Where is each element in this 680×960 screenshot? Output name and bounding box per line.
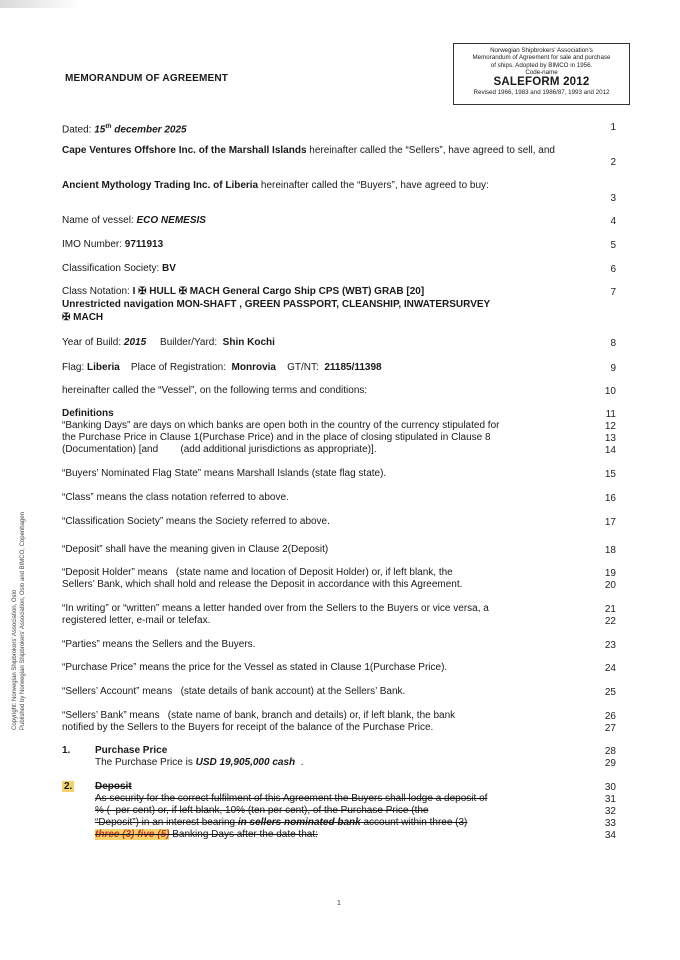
line-number: 1 <box>610 122 616 133</box>
definition-text: “Parties” means the Sellers and the Buyers. <box>62 639 256 650</box>
definition-text: “Sellers’ Bank” means (state name of bank, branch and details) or, if left blank, the bank <box>62 710 456 721</box>
definition-text: (Documentation) [and (add additional jurisdictions as appropriate)]. <box>62 444 377 455</box>
definition-text: “Banking Days” are days on which banks are open both in the country of the currency stipulated for <box>62 420 500 431</box>
flag-value: Liberia <box>87 362 120 373</box>
dated-day: 15 <box>94 124 106 136</box>
line-number: 7 <box>610 287 616 298</box>
line-number: 8 <box>610 338 616 349</box>
line-number: 15 <box>604 469 616 480</box>
page-title: MEMORANDUM OF AGREEMENT <box>65 73 229 84</box>
hereinafter-line: hereinafter called the “Vessel”, on the following terms and conditions: <box>62 385 368 396</box>
sellers-line <box>62 145 555 157</box>
struck-three-days: three (3) <box>95 829 135 840</box>
saleform-box <box>453 43 630 105</box>
line-number: 24 <box>604 663 616 674</box>
buyers-rest: hereinafter called the “Buyers”, have agreed to buy: <box>258 180 489 191</box>
line-number: 16 <box>604 493 616 504</box>
line-number: 11 <box>605 409 616 420</box>
class-notation-line <box>62 286 424 298</box>
box-line: Memorandum of Agreement for sale and purchase <box>472 54 611 62</box>
definition-text: notified by the Sellers to the Buyers for receipt of the balance of the Purchase Price. <box>62 722 434 733</box>
builder-value: Shin Kochi <box>222 337 275 348</box>
clause-2-text <box>95 817 467 829</box>
box-line: Code-name <box>525 68 558 76</box>
imo-label: IMO Number: <box>62 239 125 250</box>
definitions-heading: Definitions <box>62 408 114 419</box>
line-number: 6 <box>610 264 616 275</box>
clause-2-text <box>95 829 318 841</box>
line-number: 25 <box>604 687 616 698</box>
dated-label: Dated: <box>62 124 95 136</box>
sellers-rest: hereinafter called the “Sellers”, have agreed to sell, and <box>306 145 555 156</box>
clause-2-part: “Deposit”) in an interest bearing <box>95 817 238 828</box>
definition-text: “Deposit” shall have the meaning given in Clause 2(Deposit) <box>62 544 329 555</box>
line-number: 12 <box>604 421 616 432</box>
dated-line <box>62 121 187 137</box>
clause-1-number: 1. <box>62 745 71 756</box>
deposit-bank-insert: in sellers nominated bank <box>237 817 361 828</box>
line-number: 9 <box>610 363 616 374</box>
line-number: 23 <box>604 640 616 651</box>
line-number: 13 <box>604 433 616 444</box>
registration-value: Monrovia <box>231 362 276 373</box>
purchase-price-value: USD 19,905,000 cash <box>195 757 296 768</box>
line-number: 4 <box>610 216 616 227</box>
line-number: 10 <box>604 386 616 397</box>
line-number: 27 <box>604 723 616 734</box>
line-number: 30 <box>604 782 616 793</box>
line-number: 20 <box>604 580 616 591</box>
definition-text: registered letter, e-mail or telefax. <box>62 615 211 626</box>
year-of-build-line <box>62 337 275 349</box>
dated-sup: th <box>105 123 112 130</box>
clause-1-text <box>95 757 303 769</box>
imo-line <box>62 239 163 251</box>
line-number: 31 <box>604 794 616 805</box>
line-number: 2 <box>610 157 616 168</box>
class-notation-value: I ✠ HULL ✠ MACH General Cargo Ship CPS (WBT) GRAB [20] <box>132 286 425 297</box>
box-line: Norwegian Shipbrokers' Association's <box>490 47 593 54</box>
side-copyright <box>12 470 27 730</box>
year-label: Year of Build: <box>62 337 124 348</box>
definition-text: “Deposit Holder” means (state name and location of Deposit Holder) or, if left blank, the <box>62 567 453 578</box>
class-notation-cont: Unrestricted navigation MON-SHAFT , GREEN PASSPORT, CLEANSHIP, INWATERSURVEY <box>62 299 491 310</box>
flag-line <box>62 362 382 374</box>
scan-smudge <box>0 0 80 8</box>
clause-1-heading: Purchase Price <box>95 745 168 756</box>
dated-rest: december 2025 <box>111 124 187 136</box>
line-number: 5 <box>610 240 616 251</box>
definition-text: “In writing” or “written” means a letter handed over from the Sellers to the Buyers or vice versa, a <box>62 603 489 614</box>
class-notation-cont: ✠ MACH <box>62 312 104 323</box>
builder-label: Builder/Yard: <box>146 337 223 348</box>
clause-2-text: As security for the correct fulfilment of this Agreement the Buyers shall lodge a deposit of <box>95 793 488 804</box>
class-notation-label: Class Notation: <box>62 286 133 297</box>
clause-2-part: account within three (3) <box>360 817 468 828</box>
line-number: 29 <box>604 758 616 769</box>
purchase-price-tail: . <box>295 757 304 768</box>
form-code-name: SALEFORM 2012 <box>493 76 590 89</box>
gt-value: 21185/11398 <box>324 362 382 373</box>
gt-label: GT/NT: <box>275 362 325 373</box>
line-number: 21 <box>604 604 616 615</box>
box-revised: Revised 1966, 1983 and 1986/87, 1993 and 2012 <box>473 89 610 97</box>
line-number: 18 <box>604 545 616 556</box>
definition-text: Sellers’ Bank, which shall hold and release the Deposit in accordance with this Agreement. <box>62 579 463 590</box>
line-number: 32 <box>604 806 616 817</box>
vessel-name: ECO NEMESIS <box>136 215 206 226</box>
vessel-name-label: Name of vessel: <box>62 215 137 226</box>
definition-text: the Purchase Price in Clause 1(Purchase Price) and in the place of closing stipulated in Clause 8 <box>62 432 491 443</box>
class-society-value: BV <box>162 263 176 274</box>
five-days-insert: five (5) <box>134 829 170 840</box>
line-number: 3 <box>610 193 616 204</box>
class-society-line <box>62 263 176 275</box>
line-number: 22 <box>604 616 616 627</box>
buyers-name: Ancient Mythology Trading Inc. of Liberia <box>62 180 259 191</box>
line-number: 33 <box>604 818 616 829</box>
class-society-label: Classification Society: <box>62 263 163 274</box>
clause-2-text: % ( per cent) or, if left blank, 10% (ten per cent), of the Purchase Price (the <box>95 805 429 816</box>
definition-text: “Purchase Price” means the price for the Vessel as stated in Clause 1(Purchase Price). <box>62 662 448 673</box>
definition-text: “Classification Society” means the Society referred to above. <box>62 516 330 527</box>
copyright-line: Published by Norwegian Shipbrokers' Association, Oslo and BIMCO, Copenhagen <box>19 512 26 730</box>
line-number: 28 <box>604 746 616 757</box>
line-number: 17 <box>604 517 616 528</box>
registration-label: Place of Registration: <box>119 362 232 373</box>
definition-text: “Sellers’ Account” means (state details of bank account) at the Sellers’ Bank. <box>62 686 406 697</box>
line-number: 14 <box>604 445 616 456</box>
clause-2-number: 2. <box>64 781 73 792</box>
sellers-name: Cape Ventures Offshore Inc. of the Marshall Islands <box>62 145 307 156</box>
line-number: 34 <box>604 830 616 841</box>
line-number: 19 <box>604 568 616 579</box>
purchase-price-text: The Purchase Price is <box>95 757 196 768</box>
clause-2-heading: Deposit <box>95 781 132 792</box>
copyright-line: Copyright: Norwegian Shipbrokers' Association, Oslo <box>12 589 18 730</box>
flag-label: Flag: <box>62 362 88 373</box>
definition-text: “Class” means the class notation referred to above. <box>62 492 289 503</box>
definition-text: “Buyers’ Nominated Flag State” means Marshall Islands (state flag state). <box>62 468 387 479</box>
box-line: of ships. Adopted by BIMCO in 1956. <box>490 61 593 69</box>
year-value: 2015 <box>123 337 147 348</box>
imo-value: 9711913 <box>124 239 164 250</box>
vessel-name-line <box>62 215 206 227</box>
line-number: 26 <box>604 711 616 722</box>
buyers-line <box>62 180 489 192</box>
page-number: 1 <box>337 900 341 907</box>
clause-2-part: Banking Days after the date that: <box>169 829 318 840</box>
